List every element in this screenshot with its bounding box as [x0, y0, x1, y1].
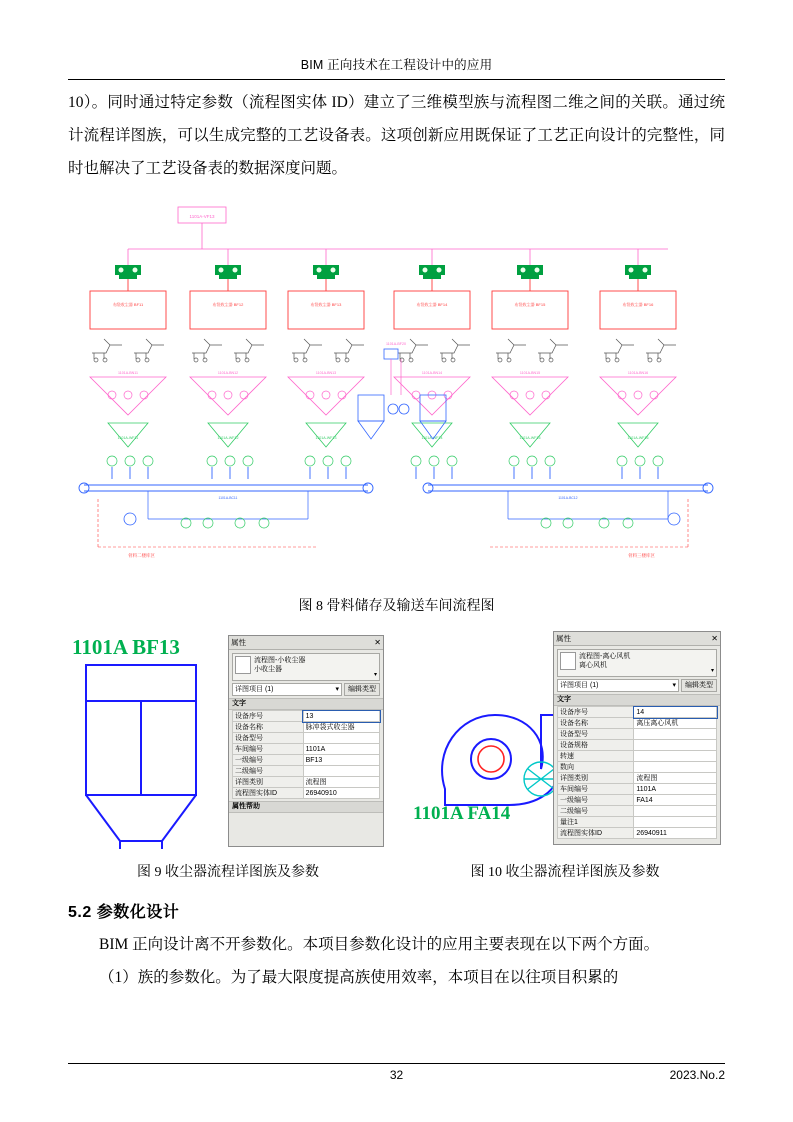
type-name: 离心风机	[579, 662, 607, 669]
element-selector-value: 详图项目 (1)	[560, 682, 599, 689]
param-label: 设备序号	[558, 707, 634, 718]
table-row[interactable]	[558, 707, 717, 718]
element-selector[interactable]	[232, 683, 342, 696]
param-value[interactable]: 26940911	[634, 828, 717, 839]
param-value[interactable]: BF13	[303, 755, 379, 766]
param-value[interactable]: 13	[303, 711, 379, 722]
param-value[interactable]: 流程图	[303, 777, 379, 788]
type-preview[interactable]	[557, 649, 717, 677]
param-label: 详图类别	[558, 773, 634, 784]
svg-text:布袋收尘器 BF15: 布袋收尘器 BF15	[514, 302, 546, 307]
param-value[interactable]	[634, 817, 717, 828]
element-selector[interactable]	[557, 679, 679, 692]
type-thumbnail-icon	[235, 656, 251, 674]
selector-row	[232, 683, 380, 696]
table-row[interactable]	[558, 718, 717, 729]
svg-text:1101A-BN11: 1101A-BN11	[117, 371, 139, 375]
table-row[interactable]	[558, 828, 717, 839]
section-heading: 5.2 参数化设计	[68, 904, 180, 921]
svg-text:1101A-BN16: 1101A-BN16	[627, 371, 649, 375]
figure-10-column	[405, 631, 725, 881]
param-label: 一级编号	[233, 755, 304, 766]
table-row[interactable]	[558, 817, 717, 828]
param-value[interactable]	[634, 762, 717, 773]
table-row[interactable]	[233, 711, 380, 722]
footer-divider	[68, 1063, 725, 1064]
table-row[interactable]	[233, 733, 380, 744]
svg-text:布袋收尘器 BF14: 布袋收尘器 BF14	[416, 302, 448, 307]
figure-9-image	[68, 631, 388, 856]
param-value[interactable]	[634, 751, 717, 762]
table-row[interactable]	[233, 766, 380, 777]
type-family-name: 流程图-小收尘器	[254, 657, 306, 664]
svg-text:1101A-BC11: 1101A-BC11	[218, 496, 238, 500]
table-row[interactable]	[558, 806, 717, 817]
svg-text:1101A-BF20: 1101A-BF20	[386, 342, 406, 346]
type-family-name: 流程图-离心风机	[579, 653, 631, 660]
paragraph-2: BIM 正向设计离不开参数化。本项目参数化设计的应用主要表现在以下两个方面。	[99, 936, 660, 953]
svg-text:1101A-BN13: 1101A-BN13	[315, 371, 337, 375]
param-label: 流程图实体ID	[233, 788, 304, 799]
palette-titlebar	[554, 632, 720, 646]
type-preview[interactable]	[232, 653, 380, 681]
palette-titlebar	[229, 636, 383, 650]
issue-number: 2023.No.2	[669, 1068, 725, 1082]
param-label: 设备名称	[233, 722, 304, 733]
param-value[interactable]	[303, 766, 379, 777]
element-selector-value: 详图项目 (1)	[235, 686, 274, 693]
param-label: 转速	[558, 751, 634, 762]
page-header	[68, 55, 725, 80]
palette-title: 属性	[556, 634, 571, 643]
parameter-table-9	[232, 710, 380, 799]
svg-text:布袋收尘器 BF11: 布袋收尘器 BF11	[112, 302, 144, 307]
table-row[interactable]	[233, 777, 380, 788]
table-row[interactable]	[558, 795, 717, 806]
param-label: 设备型号	[233, 733, 304, 744]
svg-text:1101A-BN12: 1101A-BN12	[217, 371, 239, 375]
figure-10-image	[405, 631, 725, 856]
parameter-group-header: 文字	[554, 694, 720, 706]
svg-text:1101A-BN15: 1101A-BN15	[519, 371, 541, 375]
param-value[interactable]: 流程图	[634, 773, 717, 784]
param-value[interactable]: 1101A	[634, 784, 717, 795]
figure-8-image	[68, 199, 725, 589]
param-label: 详图类别	[233, 777, 304, 788]
svg-text:1101A-WF11: 1101A-WF11	[117, 436, 139, 440]
paragraph-3: （1）族的参数化。为了最大限度提高族使用效率，本项目在以往项目积累的	[99, 969, 619, 986]
table-row[interactable]	[233, 722, 380, 733]
param-label: 数向	[558, 762, 634, 773]
param-value[interactable]	[634, 806, 717, 817]
figure-9-column	[68, 631, 388, 881]
type-name: 小收尘器	[254, 666, 282, 673]
figure-9-tag-label: 1101A BF13	[72, 635, 180, 659]
edit-type-button[interactable]	[681, 679, 717, 692]
table-row[interactable]	[558, 751, 717, 762]
param-label: 一级编号	[558, 795, 634, 806]
param-value[interactable]: 脉冲袋式收尘器	[303, 722, 379, 733]
type-thumbnail-icon	[560, 652, 576, 670]
table-row[interactable]	[558, 773, 717, 784]
flow-diagram-svg	[68, 199, 725, 589]
header-divider	[68, 79, 725, 80]
figures-row	[68, 631, 725, 881]
table-row[interactable]	[233, 755, 380, 766]
svg-text:骨料二楼库区: 骨料二楼库区	[128, 553, 155, 558]
properties-palette-10[interactable]	[553, 631, 721, 845]
param-value[interactable]: 14	[634, 707, 717, 718]
paragraph-1: 10）。同时通过特定参数（流程图实体 ID）建立了三维模型族与流程图二维之间的关联。通过统计流程详图族，可以生成完整的工艺设备表。这项创新应用既保证了工艺正向设计的完整性，同时也解决了工艺设备表的数据深度问题。	[68, 94, 725, 177]
table-row[interactable]	[558, 762, 717, 773]
svg-text:布袋收尘器 BF12: 布袋收尘器 BF12	[212, 302, 244, 307]
param-label: 设备序号	[233, 711, 304, 722]
chevron-down-icon[interactable]: ▾	[672, 682, 676, 689]
figure-10-caption: 图 10 收尘器流程详图族及参数	[470, 865, 660, 880]
param-label: 量注1	[558, 817, 634, 828]
svg-text:1101A-WF16: 1101A-WF16	[627, 436, 649, 440]
param-label: 车间编号	[558, 784, 634, 795]
page-number: 32	[389, 1068, 404, 1082]
page-footer	[68, 1063, 725, 1086]
figure-9-caption: 图 9 收尘器流程详图族及参数	[137, 865, 319, 880]
param-label: 二级编号	[558, 806, 634, 817]
param-value[interactable]: 26940910	[303, 788, 379, 799]
header-title: BIM 正向技术在工程设计中的应用	[300, 58, 493, 72]
table-row[interactable]	[558, 740, 717, 751]
svg-text:1101A-WF12: 1101A-WF12	[217, 436, 239, 440]
param-value[interactable]: 1101A	[303, 744, 379, 755]
edit-type-label: 编辑类型	[685, 682, 713, 689]
chevron-down-icon[interactable]: ▾	[373, 672, 377, 678]
dust-collector-symbol	[72, 661, 222, 851]
svg-text:1101A-BC12: 1101A-BC12	[558, 496, 578, 500]
table-row[interactable]	[558, 784, 717, 795]
param-label: 设备型号	[558, 729, 634, 740]
param-value[interactable]: FA14	[634, 795, 717, 806]
parameter-table-10	[557, 706, 717, 839]
palette-title: 属性	[231, 638, 246, 647]
figure-10-tag-bottom: 1101A FA14	[413, 803, 511, 824]
param-label: 设备规格	[558, 740, 634, 751]
svg-text:骨料三楼库区: 骨料三楼库区	[628, 553, 655, 558]
page-content	[68, 86, 725, 994]
param-value[interactable]	[634, 729, 717, 740]
param-value[interactable]	[634, 740, 717, 751]
svg-text:1101A-WF14: 1101A-WF14	[421, 436, 443, 440]
svg-text:1101A-WF13: 1101A-WF13	[315, 436, 337, 440]
param-label: 车间编号	[233, 744, 304, 755]
chevron-down-icon[interactable]: ▾	[335, 686, 339, 693]
close-icon[interactable]: ✕	[711, 633, 718, 643]
svg-text:布袋收尘器 BF16: 布袋收尘器 BF16	[622, 302, 654, 307]
param-value[interactable]	[303, 733, 379, 744]
svg-text:布袋收尘器 BF13: 布袋收尘器 BF13	[310, 302, 342, 307]
figure-8-caption: 图 8 骨料储存及输送车间流程图	[298, 599, 495, 614]
palette-help-row[interactable]: 属性帮助	[229, 801, 383, 813]
svg-text:1101A-WF15: 1101A-WF15	[519, 436, 541, 440]
edit-type-button[interactable]	[344, 683, 380, 696]
svg-text:1101A-VF13: 1101A-VF13	[189, 214, 215, 219]
table-row[interactable]	[233, 788, 380, 799]
parameter-group-header: 文字	[229, 698, 383, 710]
table-row[interactable]	[233, 744, 380, 755]
properties-palette-9[interactable]	[228, 635, 384, 847]
svg-text:1101A-BN14: 1101A-BN14	[421, 371, 443, 375]
close-icon[interactable]: ✕	[374, 637, 381, 647]
param-value[interactable]: 离压离心风机	[634, 718, 717, 729]
param-label: 流程图实体ID	[558, 828, 634, 839]
param-label: 设备名称	[558, 718, 634, 729]
selector-row	[557, 679, 717, 692]
table-row[interactable]	[558, 729, 717, 740]
chevron-down-icon[interactable]: ▾	[710, 668, 714, 674]
param-label: 二级编号	[233, 766, 304, 777]
edit-type-label: 编辑类型	[348, 686, 376, 693]
